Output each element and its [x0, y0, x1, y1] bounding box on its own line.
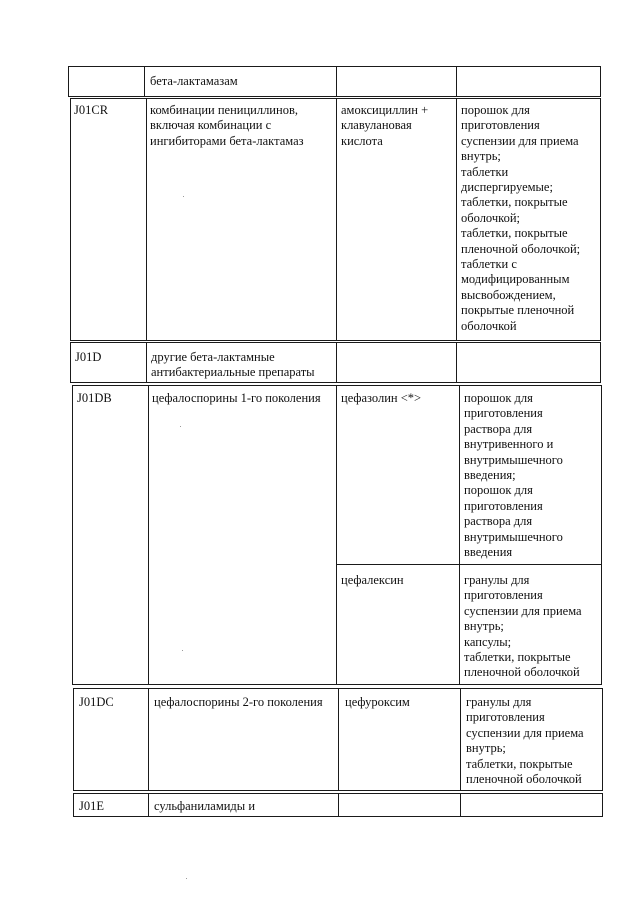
column-divider — [460, 688, 461, 791]
scan-speck — [182, 650, 183, 651]
drug-name-cell: амоксициллин + клавулановая кислота — [341, 103, 429, 148]
dosage-form-cell: порошок для приготовления раствора для внутривенного и внутримышечного введения; порошок для приготовления раствора для внутримышечного введения — [464, 391, 563, 560]
column-divider — [68, 66, 69, 97]
group-cell: комбинации пенициллинов, включая комбинации с ингибиторами бета-лактамаз — [150, 103, 304, 148]
drug-name-cell: цефалексин — [341, 573, 404, 587]
dosage-form-cell: гранулы для приготовления суспензии для приема внутрь; таблетки, покрытые пленочной оболочкой — [466, 695, 584, 787]
scan-speck — [183, 196, 184, 197]
column-divider — [73, 793, 74, 817]
row-divider — [68, 96, 601, 97]
atc-code-cell: J01DC — [79, 695, 114, 709]
group-cell: цефалоспорины 1-го поколения — [152, 391, 321, 405]
group-cell: бета-лактамазам — [150, 74, 238, 88]
row-divider — [336, 564, 601, 565]
atc-code-cell: J01E — [79, 799, 104, 813]
column-divider — [72, 385, 73, 685]
column-divider — [602, 793, 603, 817]
group-cell: цефалоспорины 2-го поколения — [154, 695, 323, 709]
column-divider — [600, 342, 601, 383]
drug-name-cell: цефуроксим — [345, 695, 410, 709]
column-divider — [338, 793, 339, 817]
column-divider — [144, 66, 145, 97]
column-divider — [600, 98, 601, 341]
group-cell: сульфаниламиды и — [154, 799, 256, 813]
column-divider — [460, 793, 461, 817]
column-divider — [336, 385, 337, 685]
drug-name-cell: цефазолин <*> — [341, 391, 422, 405]
column-divider — [148, 688, 149, 791]
column-divider — [456, 66, 457, 97]
dosage-form-cell: порошок для приготовления суспензии для приема внутрь; таблетки диспергируемые; таблетки, покрытые оболочкой; таблетки, покрытые пленочной оболочкой; таблетки с модифицированным высвобождением, покрытые пленочной оболочкой — [461, 103, 581, 333]
scan-speck — [186, 878, 187, 879]
column-divider — [146, 342, 147, 383]
column-divider — [70, 98, 71, 341]
table-border — [68, 66, 601, 67]
column-divider — [602, 688, 603, 791]
column-divider — [336, 342, 337, 383]
column-divider — [146, 98, 147, 341]
atc-code-cell: J01CR — [74, 103, 109, 117]
dosage-form-cell: гранулы для приготовления суспензии для приема внутрь; капсулы; таблетки, покрытые пленочной оболочкой — [464, 573, 582, 680]
column-divider — [456, 342, 457, 383]
column-divider — [601, 385, 602, 685]
column-divider — [73, 688, 74, 791]
column-divider — [148, 385, 149, 685]
scan-speck — [180, 426, 181, 427]
column-divider — [336, 98, 337, 341]
column-divider — [70, 342, 71, 383]
column-divider — [336, 66, 337, 97]
column-divider — [459, 385, 460, 685]
column-divider — [148, 793, 149, 817]
group-cell: другие бета-лактамные антибактериальные препараты — [151, 350, 315, 380]
column-divider — [338, 688, 339, 791]
atc-code-cell: J01D — [75, 350, 102, 364]
atc-code-cell: J01DB — [77, 391, 112, 405]
column-divider — [456, 98, 457, 341]
column-divider — [600, 66, 601, 97]
